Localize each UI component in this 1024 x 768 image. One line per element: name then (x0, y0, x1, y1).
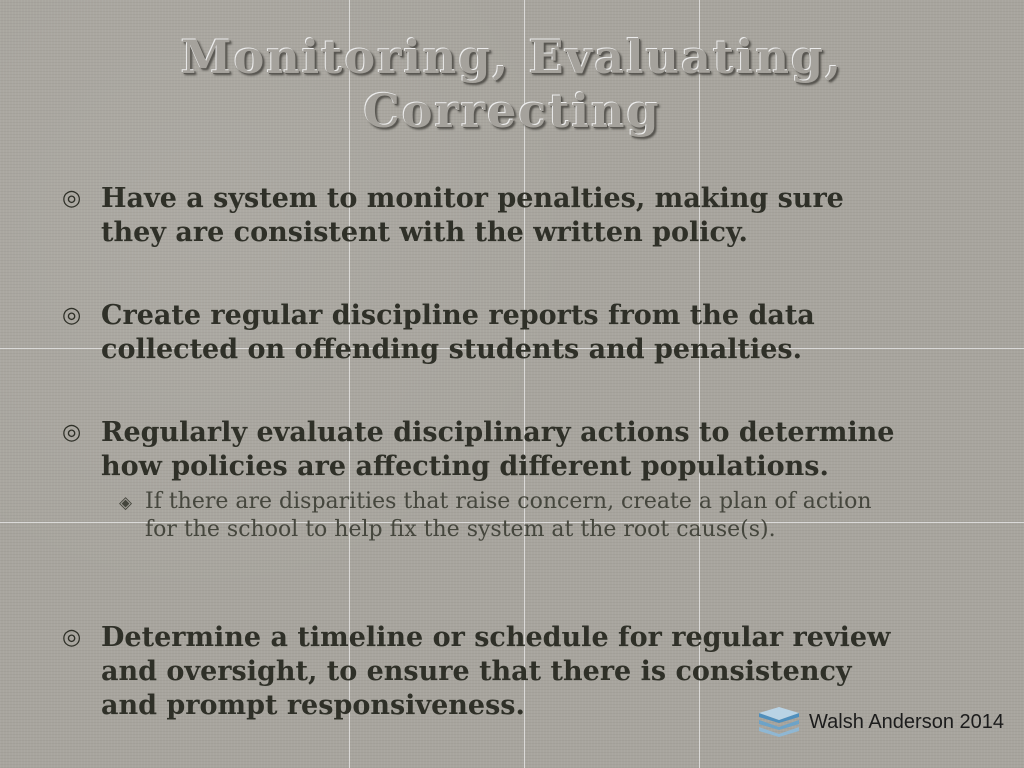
spacer (60, 367, 970, 416)
bullet-text-line: they are consistent with the written policy. (101, 217, 748, 248)
slide-title-line-2: Correcting (363, 84, 661, 138)
bullet-text-line: and oversight, to ensure that there is consistency (101, 656, 852, 687)
bullet-text-line: Create regular discipline reports from the data (101, 300, 815, 331)
spacer (60, 250, 970, 299)
slide-body (60, 182, 970, 723)
bullet-icon: ◎ (62, 303, 82, 328)
footer-credit: Walsh Anderson 2014 (809, 710, 1004, 733)
bullet-text-line: Determine a timeline or schedule for regular review (101, 622, 891, 653)
slide-title (60, 30, 964, 138)
bullet-text-line: and prompt responsiveness. (101, 690, 525, 721)
bullet-item-2 (60, 299, 970, 367)
stacked-books-logo-icon (757, 707, 801, 737)
bullet-text-line: how policies are affecting different populations. (101, 451, 829, 482)
bullet-icon: ◎ (62, 420, 82, 445)
sub-bullet-item (119, 488, 965, 544)
bullet-text-line: Regularly evaluate disciplinary actions to determine (101, 417, 895, 448)
bullet-icon: ◎ (62, 186, 82, 211)
bullet-item-3 (60, 416, 970, 484)
sub-bullet-text-line: for the school to help fix the system at the root cause(s). (145, 517, 776, 542)
spacer (60, 566, 970, 621)
slide-title-line-1: Monitoring, Evaluating, (180, 30, 844, 84)
bullet-text-line: collected on offending students and penalties. (101, 334, 802, 365)
bullet-text-line: Have a system to monitor penalties, making sure (101, 183, 844, 214)
bullet-icon: ◎ (62, 625, 82, 650)
bullet-item-1 (60, 182, 970, 250)
sub-bullet-text-line: If there are disparities that raise concern, create a plan of action (145, 489, 872, 514)
diamond-bullet-icon: ◈ (119, 493, 133, 513)
footer (757, 704, 1004, 740)
